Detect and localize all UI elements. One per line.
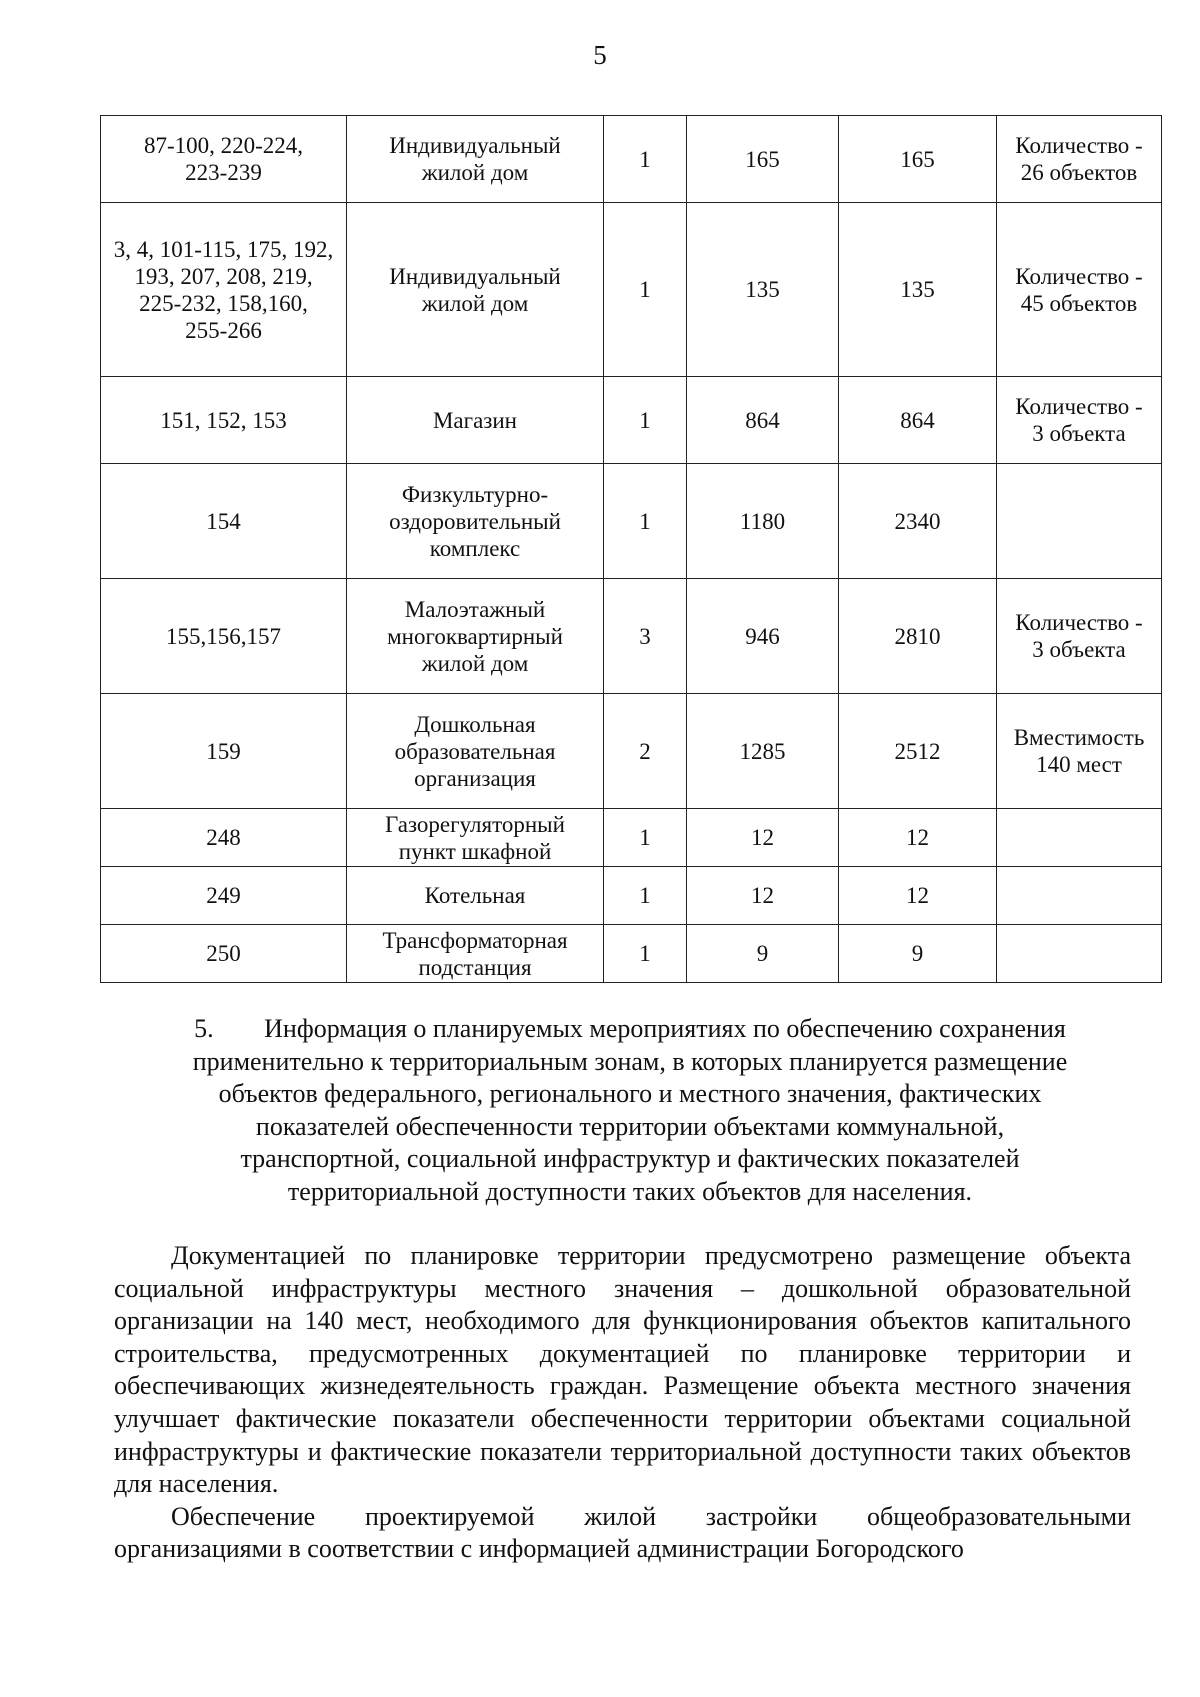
cell-area: 165 [687, 116, 839, 203]
cell-area: 9 [687, 925, 839, 983]
cell-text-line: Вместимость [1013, 725, 1145, 750]
cell-object-numbers [101, 203, 347, 377]
cell-text-line: 250 [206, 941, 241, 966]
paragraph: Документацией по планировке территории предусмотрено размещение объекта социальной инфраструктуры местного значения – дошкольной образовательной организации на 140 мест, необходимого для функционирования объектов капитального строительства, предусмотренных документацией по планировке территории и обеспечивающих жизнедеятельность граждан. Размещение объекта местного значения улучшает фактические показатели обеспеченности территории объектами социальной инфраструктуры и фактические показатели территориальной доступности таких объектов для населения. [114, 1241, 1131, 1499]
cell-object-name [347, 867, 604, 925]
section-heading-line: объектов федерального, регионального и местного значения, фактических [218, 1079, 1042, 1108]
cell-total-area: 2810 [839, 579, 997, 694]
cell-total-area: 135 [839, 203, 997, 377]
cell-area: 946 [687, 579, 839, 694]
cell-floors: 2 [604, 694, 687, 809]
cell-text-line: 249 [206, 883, 241, 908]
cell-text-line: Индивидуальный [389, 133, 561, 158]
cell-text-line: жилой дом [421, 160, 529, 185]
cell-text-line: образовательная [394, 738, 556, 764]
section-number: 5. [194, 1014, 214, 1043]
cell-total-area: 12 [839, 809, 997, 867]
cell-text-line: Количество - [1015, 610, 1143, 635]
paragraph: Обеспечение проектируемой жилой застройки общеобразовательными организациями в соответствии с информацией администрации Богородского [114, 1501, 1131, 1564]
cell-area: 12 [687, 867, 839, 925]
cell-note [997, 116, 1162, 203]
table-body [101, 116, 1162, 983]
cell-total-area: 864 [839, 377, 997, 464]
cell-object-name [347, 116, 604, 203]
cell-total-area: 12 [839, 867, 997, 925]
page-number: 5 [593, 40, 607, 70]
cell-object-numbers [101, 579, 347, 694]
cell-text-line: многоквартирный [387, 623, 563, 649]
cell-text-line: Индивидуальный [389, 263, 561, 289]
cell-floors: 1 [604, 116, 687, 203]
section-heading-line: показателей обеспеченности территории объектами коммунальной, [255, 1111, 1005, 1141]
cell-note [997, 809, 1162, 867]
table-row [101, 925, 1162, 983]
cell-object-numbers [101, 809, 347, 867]
cell-text-line: жилой дом [421, 650, 529, 676]
cell-object-name [347, 203, 604, 377]
cell-floors: 1 [604, 377, 687, 464]
cell-text-line: 45 объектов [1020, 290, 1138, 316]
cell-object-numbers [101, 867, 347, 925]
objects-table [100, 115, 1162, 983]
cell-area: 864 [687, 377, 839, 464]
cell-text-line: Магазин [432, 407, 517, 433]
cell-text-line: 140 мест [1036, 752, 1122, 777]
cell-object-numbers [101, 377, 347, 464]
body-text [114, 1240, 1131, 1566]
cell-object-name [347, 925, 604, 983]
cell-text-line: 26 объектов [1020, 160, 1138, 185]
cell-object-name [347, 377, 604, 464]
cell-note [997, 925, 1162, 983]
cell-area: 1180 [687, 464, 839, 579]
cell-floors: 1 [604, 203, 687, 377]
cell-text-line: Количество - [1015, 394, 1143, 419]
cell-text-line: 225-232, 158,160, [139, 290, 308, 316]
cell-object-numbers [101, 694, 347, 809]
cell-text-line: Количество - [1015, 263, 1143, 289]
table-row [101, 203, 1162, 377]
cell-floors: 1 [604, 809, 687, 867]
cell-total-area: 2340 [839, 464, 997, 579]
cell-object-numbers [101, 464, 347, 579]
cell-text-line: Физкультурно- [401, 481, 549, 507]
cell-object-numbers [101, 116, 347, 203]
cell-note [997, 867, 1162, 925]
cell-text-line: пункт шкафной [398, 838, 552, 864]
cell-text-line: 3, 4, 101-115, 175, 192, [113, 236, 334, 262]
section-heading-line: транспортной, социальной инфраструктур и фактических показателей [240, 1144, 1020, 1173]
cell-text-line: 255-266 [185, 317, 262, 343]
cell-text-line: 248 [206, 825, 241, 850]
cell-text-line: Количество - [1015, 133, 1143, 158]
cell-text-line: подстанция [418, 954, 532, 980]
cell-floors: 1 [604, 867, 687, 925]
cell-total-area: 165 [839, 116, 997, 203]
cell-text-line: 223-239 [185, 160, 262, 185]
cell-text-line: Трансформаторная [382, 927, 568, 953]
cell-text-line: Газорегуляторный [385, 811, 565, 837]
cell-text-line: 154 [206, 508, 241, 534]
cell-text-line: 155,156,157 [166, 623, 281, 649]
cell-text-line: 3 объекта [1032, 421, 1126, 446]
cell-text-line: Малоэтажный [404, 596, 546, 622]
cell-object-name [347, 694, 604, 809]
cell-note [997, 203, 1162, 377]
section-heading [150, 1013, 1110, 1208]
cell-text-line: 3 объекта [1032, 637, 1126, 662]
cell-note [997, 377, 1162, 464]
section-heading-line: территориальной доступности таких объектов для населения. [287, 1176, 973, 1206]
cell-text-line: Дошкольная [414, 711, 536, 737]
table-row [101, 377, 1162, 464]
table-row [101, 464, 1162, 579]
cell-note [997, 579, 1162, 694]
table-row [101, 579, 1162, 694]
cell-area: 12 [687, 809, 839, 867]
section-heading-line: применительно к территориальным зонам, в которых планируется размещение [192, 1046, 1068, 1076]
cell-object-numbers [101, 925, 347, 983]
cell-floors: 3 [604, 579, 687, 694]
cell-text-line: Котельная [424, 883, 526, 908]
table-row [101, 809, 1162, 867]
table-row [101, 694, 1162, 809]
cell-note [997, 694, 1162, 809]
cell-text-line: жилой дом [421, 290, 529, 316]
table-row [101, 116, 1162, 203]
cell-text-line: 193, 207, 208, 219, [134, 263, 313, 289]
cell-note [997, 464, 1162, 579]
cell-text-line: организация [414, 765, 536, 791]
cell-area: 135 [687, 203, 839, 377]
cell-object-name [347, 809, 604, 867]
cell-object-name [347, 579, 604, 694]
cell-total-area: 2512 [839, 694, 997, 809]
section-heading-line: Информация о планируемых мероприятиях по обеспечению сохранения [264, 1014, 1066, 1043]
cell-text-line: оздоровительный [389, 508, 561, 534]
cell-text-line: 87-100, 220-224, [143, 133, 304, 158]
cell-area: 1285 [687, 694, 839, 809]
cell-total-area: 9 [839, 925, 997, 983]
cell-object-name [347, 464, 604, 579]
cell-floors: 1 [604, 925, 687, 983]
cell-text-line: 151, 152, 153 [160, 407, 287, 433]
table-row [101, 867, 1162, 925]
cell-text-line: комплекс [429, 535, 521, 561]
cell-text-line: 159 [206, 738, 241, 764]
cell-floors: 1 [604, 464, 687, 579]
